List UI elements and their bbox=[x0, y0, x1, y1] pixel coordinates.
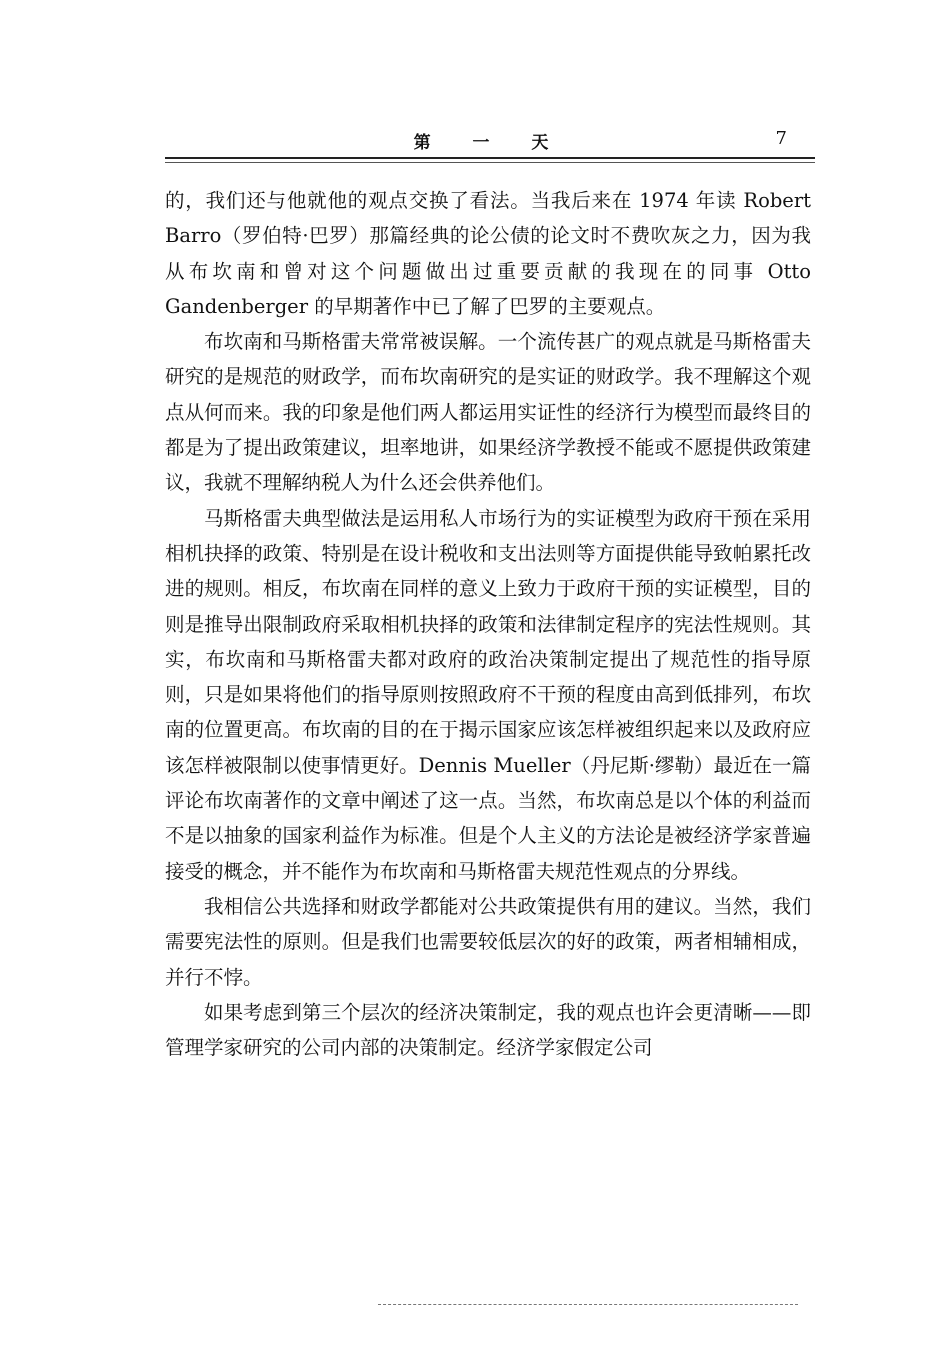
paragraph-continued: 的，我们还与他就他的观点交换了看法。当我后来在 1974 年读 Robert Barro（罗伯特·巴罗）那篇经典的论公债的论文时不费吹灰之力，因为我从布坎南和曾对这个问题做出过重要贡献的我现在的同事 Otto Gandenberger 的早期著作中已了解了巴罗的主要观点。 bbox=[165, 189, 811, 318]
scan-artifact-line bbox=[378, 1304, 798, 1306]
page-number: 7 bbox=[775, 128, 787, 149]
running-head bbox=[165, 128, 815, 158]
header-rule-thick bbox=[165, 157, 815, 159]
paragraph: 我相信公共选择和财政学都能对公共政策提供有用的建议。当然，我们需要宪法性的原则。但是我们也需要较低层次的好的政策，两者相辅相成，并行不悖。 bbox=[165, 894, 811, 989]
paragraph: 马斯格雷夫典型做法是运用私人市场行为的实证模型为政府干预在采用相机抉择的政策、特别是在设计税收和支出法则等方面提供能导致帕累托改进的规则。相反，布坎南在同样的意义上致力于政府干预的实证模型，目的则是推导出限制政府采取相机抉择的政策和法律制定程序的宪法性规则。其实，布坎南和马斯格雷夫都对政府的政治决策制定提出了规范性的指导原则，只是如果将他们的指导原则按照政府不干预的程度由高到低排列，布坎南的位置更高。布坎南的目的在于揭示国家应该怎样被组织起来以及政府应该怎样被限制以使事情更好。Dennis Mueller（丹尼斯·缪勒）最近在一篇评论布坎南著作的文章中阐述了这一点。当然，布坎南总是以个体的利益而不是以抽象的国家利益作为标准。但是个人主义的方法论是被经济学家普遍接受的概念，并不能作为布坎南和马斯格雷夫规范性观点的分界线。 bbox=[165, 506, 811, 883]
chapter-title: 第 一 天 bbox=[413, 133, 567, 153]
header-rule-thin bbox=[165, 162, 815, 163]
paragraph: 如果考虑到第三个层次的经济决策制定，我的观点也许会更清晰——即管理学家研究的公司内部的决策制定。经济学家假定公司 bbox=[165, 1000, 811, 1060]
body-text bbox=[165, 183, 811, 1065]
paragraph: 布坎南和马斯格雷夫常常被误解。一个流传甚广的观点就是马斯格雷夫研究的是规范的财政学，而布坎南研究的是实证的财政学。我不理解这个观点从何而来。我的印象是他们两人都运用实证性的经济行为模型而最终目的都是为了提出政策建议，坦率地讲，如果经济学教授不能或不愿提供政策建议，我就不理解纳税人为什么还会供养他们。 bbox=[165, 330, 811, 495]
